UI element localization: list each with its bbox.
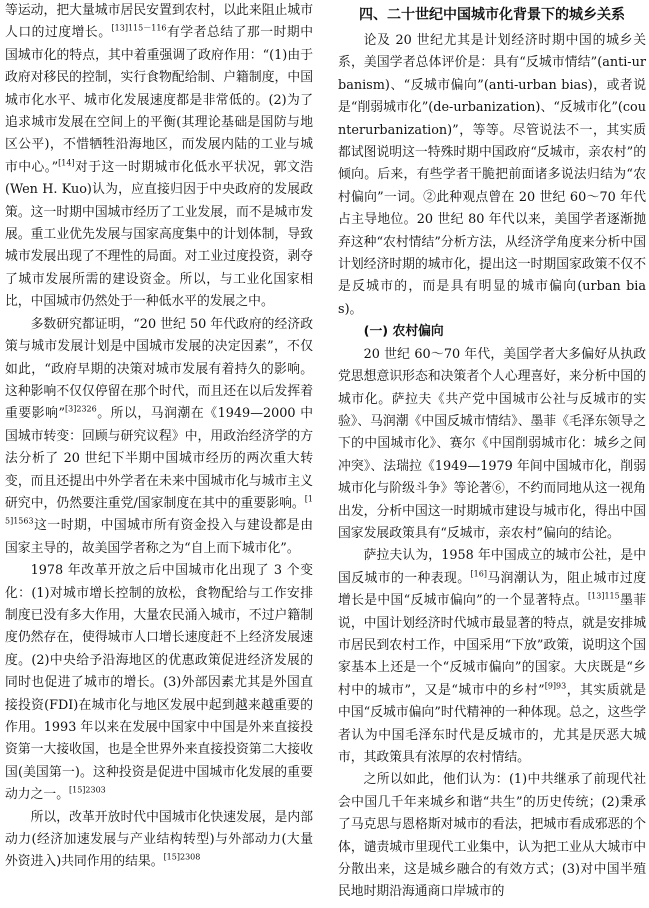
citation-14: [14] (58, 158, 75, 168)
citation-16: [16] (470, 569, 487, 579)
right-paragraph-1: 20 世纪 60～70 年代，美国学者大多偏好从执政党思想意识形态和决策者个人心理喜好，来分析中国的城市化。萨拉夫《共产党中国城市公社与反城市的实验》、马润潮《中国反城市情结》、墨菲《毛泽东领导之下的中国城市化》、赛尔《中国削弱城市化：城乡之间冲突》、法瑞拉《1949—1979 年间中国城市化，削弱城市化与阶级斗争》等论著⑥，不约而同地从这一视角出发，分析中国这一时期城市建设与城市化，得出中国国家发展政策具有“反城市，亲农村”偏向的结论。 (338, 346, 646, 541)
left-column (5, 0, 313, 874)
right-intro-paragraph: 论及 20 世纪尤其是计划经济时期中国的城乡关系，美国学者总体评价是：具有“反城市情结”(anti-urbanism)、“反城市偏向”(anti-urban bias)，或者说是“削弱城市化”(de-urbanization)、“反城市化”(counterurbanization)”，等等。尽管说法不一，其实质都试图说明这一特殊时期中国政府“反城市，亲农村”的倾向。后来，有些学者干脆把前面诸多说法归结为“农村偏向”一词。②此种观点曾在 20 世纪 60～70 年代占主导地位。20 世纪 80 年代以来，美国学者逐渐抛弃这种“农村情结”分析方法，从经济学角度来分析中国计划经济时期的城市化，提出这一时期国家政策不仅不是反城市的，而是具有明显的城市偏向(urban bias)。 (338, 33, 646, 317)
left-paragraph-1: 等运动，把大量城市居民安置到农村，以此来阻止城市人口的过度增长。$^{[13]115-116}$有学者总结了那一时期中国城市化的特点，其中着重强调了政府作用：“(1)由于政府对移民的控制，实行食物配给制、户籍制度，中国城市化水平、城市化发展速度都是非常低的。(2)为了追求城市发展在空间上的平衡(其理论基础是国防与地区公平)，不惜牺牲沿海地区，而发展内陆的工业与城市中心。”[14]对于这一时期城市化低水平状况，郭文浩(Wen H. Kuo)认为，应直接归因于中央政府的发展政策。这一时期中国城市经历了工业发展，而不是城市发展。重工业优先发展与国家高度集中的计划体制，导致城市发展出现了不理性的局面。对工业过度投资，剥夺了城市发展所需的建设资金。所以，与工业化国家相比，中国城市仍然处于一种低水平的发展之中。 (5, 3, 314, 310)
right-paragraph-3: 之所以如此，他们认为：(1)中共继承了前现代社会中国几千年来城乡和谐“共生”的历史传统；(2)秉承了马克思与恩格斯对城市的看法，把城市看成邪恶的个体，谴责城市里现代工业集中，认为把工业从大城市中分散出来，这是城乡融合的有效方式；(3)对中国半殖民地时期沿海通商口岸城市的 (338, 772, 646, 900)
citation-9-93: [9]93 (544, 681, 567, 691)
citation-13-115: [13]115－116 (111, 24, 167, 34)
citation-15-2303: [15]2303 (68, 785, 106, 795)
left-paragraph-3: 1978 年改革开放之后中国城市化出现了 3 个变化：(1)对城市增长控制的放松，食物配给与工作安排制度已没有多大作用，大量农民涌入城市，不过户籍制度仍然存在，使得城市人口增长速度赶不上经济发展速度。(2)中央给予沿海地区的优惠政策促进经济发展的同时也促进了城市的增长。(3)外部因素尤其是外国直接投资(FDI)在城市化与地区发展中起到越来越重要的作用。1993 年以来在发展中国家中中国是外来直接投资第一大接收国，也是全世界外来直接投资第二大接收国(美国第一)。这种投资是促进中国城市化发展的重要动力之一。$^{[15]2303}$ (5, 563, 313, 803)
right-column (338, 0, 646, 904)
citation-15-1563: [15]1563 (5, 494, 313, 527)
citation-15-2308: [15]2308 (163, 853, 201, 863)
section-title: 四、二十世纪中国城市化背景下的城乡关系 (359, 7, 625, 23)
subsection-title: (一) 农村偏向 (363, 324, 444, 340)
right-paragraph-2: 萨拉夫认为，1958 年中国成立的城市公社，是中国反城市的一种表现。[16]马润潮认为，阻止城市过度增长是中国“反城市偏向”的一个显著特点。$^{[13]115}$墨菲说，中国计划经济时代城市最显著的特点，就是安排城市居民到农村工作，中国采用“下放”政策，说明这个国家基本上还是一个“反城市偏向”的国家。大庆既是“乡村中的城市”，又是“城市中的乡村”$^{[9]93}$，其实质就是中国“反城市偏向”时代精神的一种体现。总之，这些学者认为中国毛泽东时代是反城市的，尤其是厌恶大城市，其政策具有浓厚的农村情结。 (338, 548, 647, 765)
citation-3-2326: [3]2326 (65, 405, 97, 415)
citation-13-115b: [13]115 (588, 591, 620, 601)
left-paragraph-2: 多数研究都证明，“20 世纪 50 年代政府的经济政策与城市发展计划是中国城市发展的决定因素”，不仅如此，“政府早期的决策对城市发展有着持久的影响。这种影响不仅仅停留在那个时代，而且还在以后发挥着重要影响”$^{[3]2326}$。所以，马润潮在《1949—2000 中国城市转变：回顾与研究议程》中，用政治经济学的方法分析了 20 世纪下半期中国城市经历的两次重大转变，而且还提出中外学者在未来中国城市化与城市主义研究中，仍然要注重党/国家制度在其中的重要影响。$^{[15]1563}$这一时期，中国城市所有资金投入与建设都是由国家主导的，故美国学者称之为“自上而下城市化”。 (5, 316, 314, 556)
left-paragraph-4: 所以，改革开放时代中国城市化快速发展，是内部动力(经济加速发展与产业结构转型)与外部动力(大量外资进入)共同作用的结果。$^{[15]2308}$ (5, 809, 313, 870)
